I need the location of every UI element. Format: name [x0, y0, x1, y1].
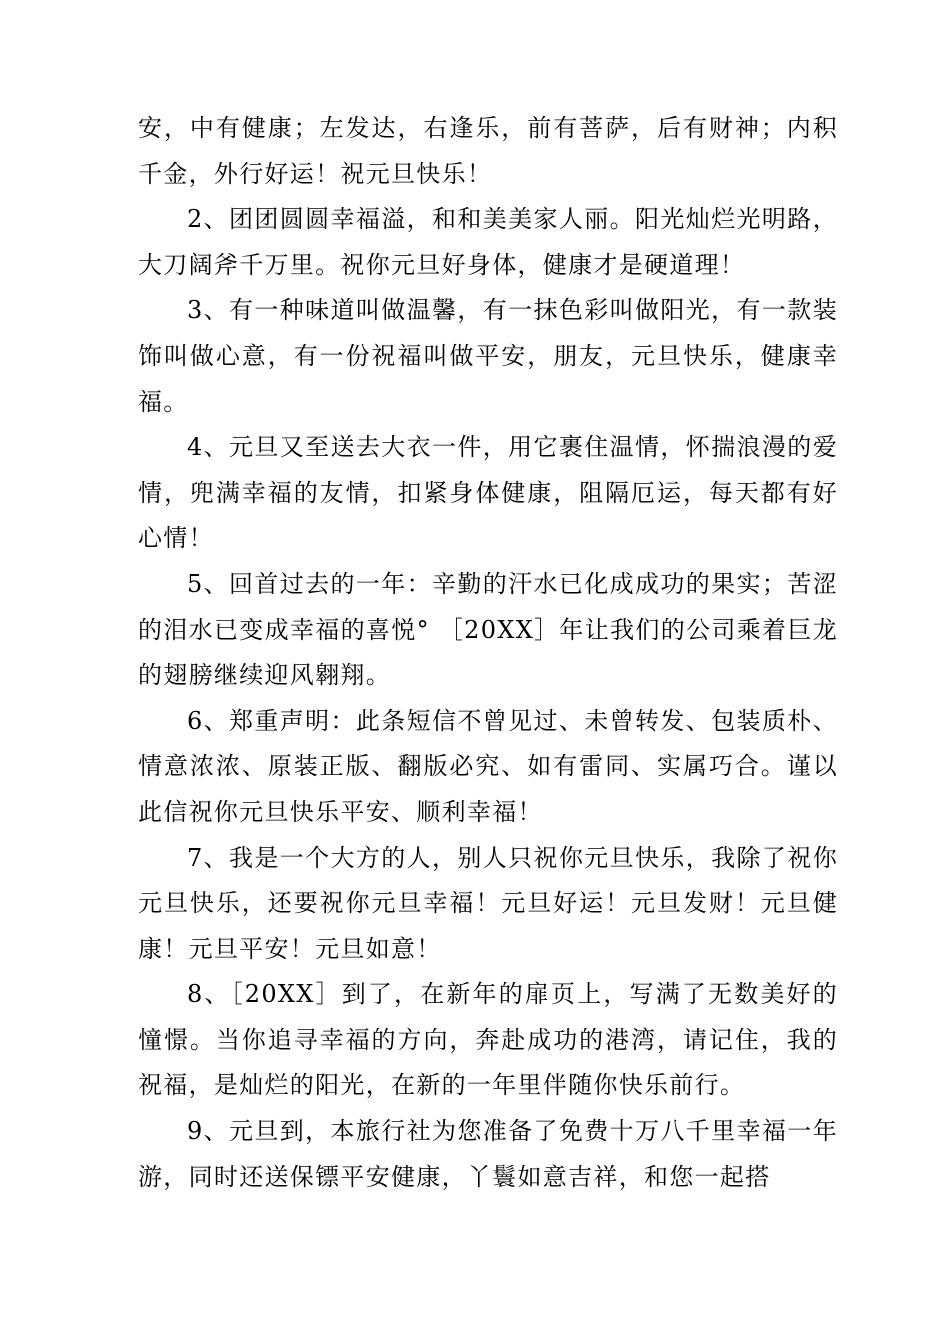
- paragraph-item-4: 4、元旦又至送去大衣一件，用它裹住温情，怀揣浪漫的爱情，兜满幸福的友情，扣紧身体健康，阻隔厄运，每天都有好心情！: [138, 433, 838, 553]
- document-body: [138, 106, 838, 1200]
- paragraph-item-5: 5、回首过去的一年：辛勤的汗水已化成成功的果实；苦涩的泪水已变成幸福的喜悦° ［20XX］年让我们的公司乘着巨龙的翅膀继续迎风翱翔。: [138, 569, 838, 690]
- paragraph-item-3: 3、有一种味道叫做温馨，有一抹色彩叫做阳光，有一款装饰叫做心意，有一份祝福叫做平安，朋友，元旦快乐，健康幸福。: [138, 296, 838, 416]
- paragraph-item-9: 9、元旦到，本旅行社为您准备了免费十万八千里幸福一年游，同时还送保镖平安健康，丫鬟如意吉祥，和您一起搭: [138, 1117, 838, 1191]
- paragraph-item-7: 7、我是一个大方的人，别人只祝你元旦快乐，我除了祝你元旦快乐，还要祝你元旦幸福！元旦好运！元旦发财！元旦健康！元旦平安！元旦如意！: [138, 843, 838, 963]
- paragraph-item-2: 2、团团圆圆幸福溢，和和美美家人丽。阳光灿烂光明路，大刀阔斧千万里。祝你元旦好身体，健康才是硬道理！: [138, 205, 838, 279]
- paragraph-item-8: 8、［20XX］到了，在新年的扉页上，写满了无数美好的憧憬。当你追寻幸福的方向，奔赴成功的港湾，请记住，我的祝福，是灿烂的阳光，在新的一年里伴随你快乐前行。: [138, 980, 838, 1100]
- paragraph-continuation: 安，中有健康；左发达，右逢乐，前有菩萨，后有财神；内积千金，外行好运！祝元旦快乐！: [138, 114, 838, 188]
- paragraph-item-6: 6、郑重声明：此条短信不曾见过、未曾转发、包装质朴、情意浓浓、原装正版、翻版必究、如有雷同、实属巧合。谨以此信祝你元旦快乐平安、顺利幸福！: [138, 706, 838, 826]
